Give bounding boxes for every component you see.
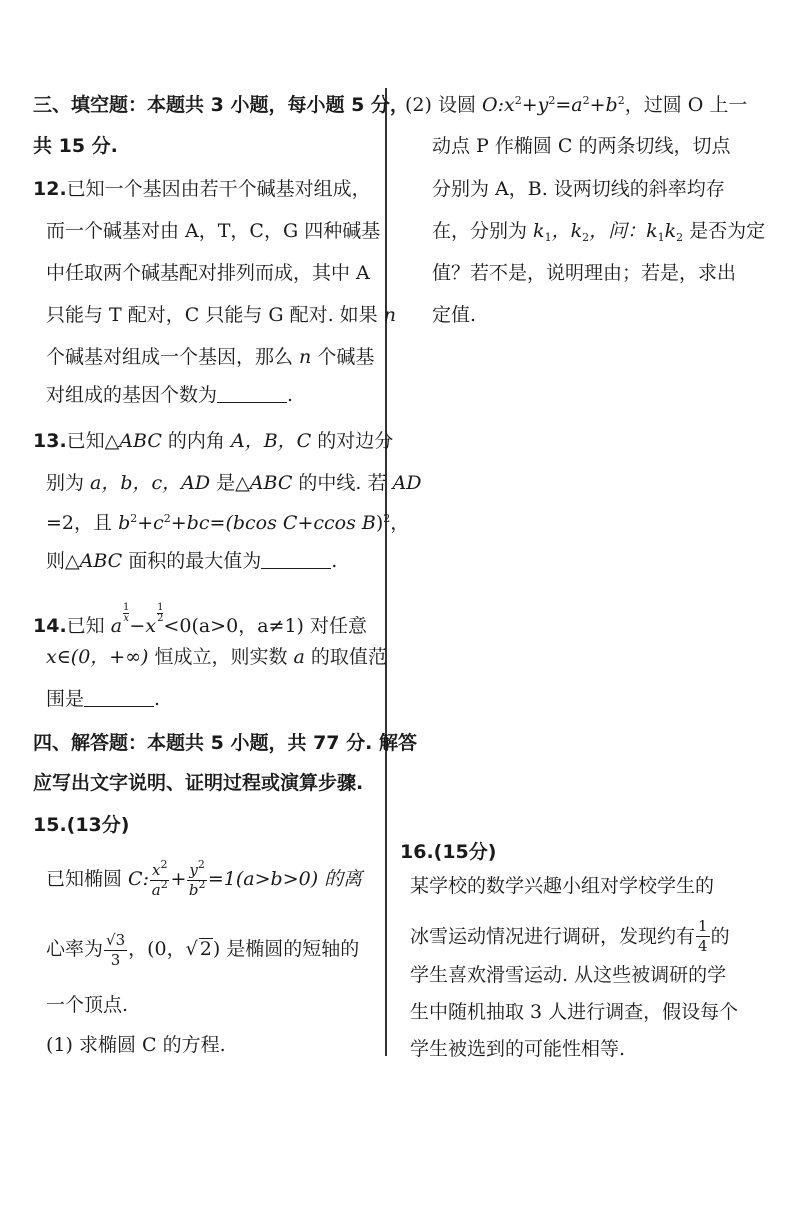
question-15-part2-line6: 定值. — [432, 304, 477, 326]
q14-text: 已知 — [66, 615, 111, 637]
exponent: 2 — [198, 877, 206, 891]
question-14-line3 — [46, 690, 160, 709]
q14-text: <0(a>0，a≠1) 对任意 — [163, 615, 367, 637]
q16-text: 冰雪运动情况进行调研，发现约有 — [410, 925, 696, 948]
question-12-line5 — [46, 348, 374, 367]
var-x: −x — [129, 615, 157, 637]
q15-text: =1(a>b>0) 的离 — [207, 868, 363, 890]
frac-den: 3 — [110, 950, 121, 969]
frac-num: 1 — [123, 602, 130, 613]
question-16-line2 — [410, 918, 730, 954]
frac-den: 2 — [157, 613, 164, 624]
question-13-line4 — [46, 552, 337, 571]
var-k: ，k — [551, 220, 583, 242]
q14-text: 围是 — [46, 688, 85, 710]
question-15-line2 — [46, 932, 359, 968]
frac-num: y — [189, 861, 198, 879]
q13-text: =2，且 — [46, 512, 119, 534]
exponent: 2 — [548, 94, 556, 107]
expr: +bc=(bcos — [170, 512, 283, 534]
section-3-heading: 三、填空题：本题共 3 小题，每小题 5 分， — [33, 94, 409, 116]
triangle-abc: ABC — [119, 430, 162, 452]
var-k: k — [533, 220, 545, 242]
var-C: C — [282, 512, 298, 534]
q13-text: 是△ — [210, 472, 250, 494]
question-14-line1 — [33, 603, 367, 636]
q15-text: ，(0， — [128, 938, 186, 960]
frac-den: x — [123, 613, 130, 624]
question-15-heading: 15.(13分) — [33, 814, 130, 836]
question-15-part2-line3: 分别为 A，B. 设两切线的斜率均存 — [432, 178, 725, 200]
q16-text: 的 — [710, 925, 730, 948]
q15-text: ) 是椭圆的短轴的 — [212, 938, 360, 960]
fraction-sqrt3-3 — [104, 932, 127, 968]
exponent: 2 — [383, 512, 391, 525]
subscript: 2 — [582, 231, 590, 244]
expr: +y — [521, 94, 549, 116]
var-k: ，问：k — [589, 220, 658, 242]
question-12-line2: 而一个碱基对由 A，T，C，G 四种碱基 — [46, 220, 381, 242]
subscript: 1 — [657, 231, 665, 244]
answer-blank[interactable] — [217, 388, 287, 403]
question-16-line4: 生中随机抽取 3 人进行调查，假设每个 — [410, 1001, 739, 1023]
q14-text: 恒成立，则实数 — [148, 646, 294, 668]
median-ad: AD — [392, 472, 422, 494]
q13-period: . — [331, 550, 338, 572]
var-a: a — [293, 646, 305, 668]
q14-period: . — [154, 688, 161, 710]
var-a: a — [110, 615, 123, 637]
question-15-line1: 已知椭圆 C: $\frac{x^2}{a^2}$ + $\frac{y^2}{b^2}$ =1(a>b>0) 的离 — [46, 858, 363, 899]
sqrt-symbol: √ — [185, 938, 198, 960]
domain-expr: x∈(0，+∞) — [46, 646, 149, 668]
question-14-line2 — [46, 648, 387, 667]
section-3-heading-cont: 共 15 分. — [33, 135, 118, 157]
sqrt-radicand: 2 — [199, 938, 212, 960]
frac-den: 4 — [698, 936, 708, 955]
frac-num: x — [152, 861, 161, 879]
question-number: 14. — [33, 615, 67, 637]
frac-den: b — [188, 880, 199, 899]
q15p2-text: 在，分别为 — [432, 220, 534, 242]
q12-period: . — [287, 384, 294, 406]
exponent: 2 — [160, 858, 168, 871]
q15p2-text: ，过圆 O 上一 — [624, 94, 748, 116]
question-12-line6 — [46, 386, 293, 405]
question-12-line4 — [46, 306, 396, 325]
q12-text: 个碱基对组成一个基因，那么 — [46, 346, 300, 368]
answer-blank[interactable] — [261, 554, 331, 569]
q12-text: 对组成的基因个数为 — [46, 384, 218, 406]
question-15-part1: (1) 求椭圆 C 的方程. — [46, 1034, 226, 1056]
angles: A，B，C — [230, 430, 312, 452]
frac-den: a — [151, 880, 161, 899]
q13-text: 的中线. 若 — [292, 472, 393, 494]
ellipse-c: C: — [128, 868, 149, 890]
question-number: 13. — [33, 430, 67, 452]
question-13-line3: =2，且 $b^2+c^2+bc=(bcos$ C+ccos B)$^2$， — [46, 512, 410, 534]
q12-text: 个碱基 — [311, 346, 375, 368]
question-15-part2-line4 — [432, 220, 766, 244]
question-16-heading: 16.(15分) — [400, 841, 497, 863]
subscript: 1 — [544, 231, 552, 244]
subscript: 2 — [676, 231, 684, 244]
column-divider — [385, 88, 387, 1056]
frac-num: √3 — [106, 931, 126, 949]
question-16-line1: 某学校的数学兴趣小组对学校学生的 — [410, 875, 715, 897]
question-15-part2-line2: 动点 P 作椭圆 C 的两条切线，切点 — [432, 135, 731, 157]
fraction-1-4 — [696, 918, 710, 954]
fraction-y2-b2 — [187, 858, 206, 899]
q12-text: 已知一个基因由若干个碱基对组成， — [66, 178, 371, 200]
var-n: n — [383, 304, 396, 326]
exponent: 2 — [163, 512, 171, 525]
q15-text: 已知椭圆 — [46, 868, 129, 890]
q15p2-text: (2) 设圆 — [405, 94, 482, 116]
question-15-line3: 一个顶点. — [46, 994, 129, 1016]
question-15-part2-line5: 值？若不是，说明理由；若是，求出 — [432, 262, 737, 284]
triangle-abc: ABC — [79, 550, 123, 572]
expr: =a — [555, 94, 583, 116]
q15p2-text: 是否为定 — [683, 220, 766, 242]
q13-text: 已知△ — [66, 430, 120, 452]
answer-blank[interactable] — [84, 692, 154, 707]
paren: ) — [375, 512, 384, 534]
q15-text: 心率为 — [46, 938, 104, 960]
expr: +b — [589, 94, 618, 116]
question-16-line5: 学生被选到的可能性相等. — [410, 1038, 626, 1060]
exponent: 2 — [130, 512, 138, 525]
q12-text: 只能与 T 配对，C 只能与 G 配对. 如果 — [46, 304, 384, 326]
question-number: 12. — [33, 178, 67, 200]
exponent: 2 — [617, 94, 625, 107]
question-15-part2-line1 — [405, 96, 747, 115]
var-k: k — [664, 220, 677, 242]
var-b: b — [118, 512, 131, 534]
q14-text: 的取值范 — [304, 646, 387, 668]
q13-text: 的内角 — [161, 430, 231, 452]
var-c: +c — [137, 512, 164, 534]
var-n: n — [299, 346, 312, 368]
sides: a，b，c，AD — [90, 472, 211, 494]
frac-num: 1 — [698, 917, 708, 935]
question-12-line1 — [33, 180, 371, 199]
exponent: 2 — [197, 858, 205, 871]
fraction-x2-a2 — [150, 858, 169, 899]
question-16-line3: 学生喜欢滑雪运动. 从这些被调研的学 — [410, 964, 727, 986]
q13-text: 则△ — [46, 550, 80, 572]
question-13-line2 — [46, 474, 422, 493]
exponent: 2 — [514, 94, 522, 107]
frac-num: 1 — [157, 602, 164, 613]
triangle-abc: ABC — [249, 472, 293, 494]
expr: +ccos — [297, 512, 362, 534]
circle-o: O:x — [482, 94, 515, 116]
question-12-line3: 中任取两个碱基配对排列而成，其中 A — [46, 262, 370, 284]
exponent: 2 — [160, 877, 168, 891]
q13-text: 的对边分 — [311, 430, 394, 452]
q13-text: 面积的最大值为 — [122, 550, 262, 572]
q13-text: 别为 — [46, 472, 91, 494]
question-13-line1 — [33, 432, 393, 451]
exponent: 2 — [582, 94, 590, 107]
var-B: B — [361, 512, 376, 534]
section-4-heading-cont: 应写出文字说明、证明过程或演算步骤. — [33, 772, 364, 794]
section-4-heading: 四、解答题：本题共 5 小题，共 77 分. 解答 — [33, 732, 417, 754]
